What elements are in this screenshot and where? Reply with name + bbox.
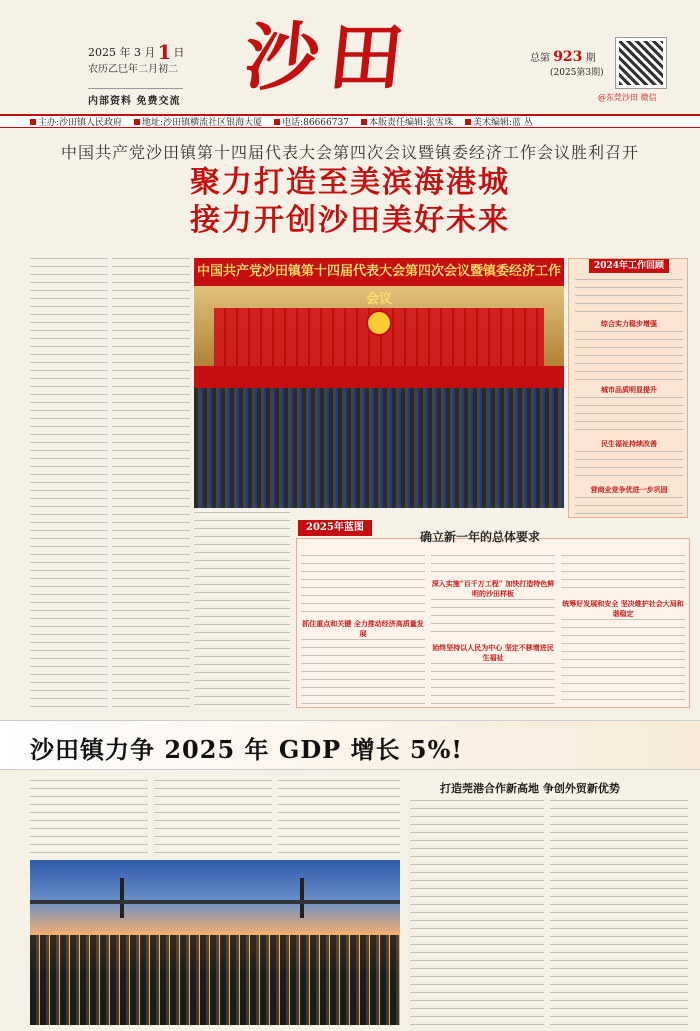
bridge-tower <box>120 878 124 918</box>
info-item <box>465 115 533 128</box>
article-column <box>575 497 683 515</box>
blueprint-box <box>296 538 690 708</box>
issue-suffix: 期 <box>585 53 596 64</box>
bridge-deck <box>30 900 400 904</box>
square-bullet-icon <box>361 119 367 125</box>
info-text: 地址:沙田镇横流社区银海大厦 <box>142 118 263 128</box>
square-bullet-icon <box>134 119 140 125</box>
article-column <box>561 555 685 595</box>
info-item <box>274 115 349 128</box>
date-block <box>88 40 185 78</box>
issue-number <box>530 50 604 80</box>
article-column <box>112 258 190 708</box>
info-text: 本版责任编辑:张雪珠 <box>368 118 453 128</box>
article-column <box>410 800 544 1025</box>
issue-label: 总第 <box>530 53 550 64</box>
blueprint-subhead: 抓住重点和关键 全力推动经济高质量发展 <box>302 619 424 638</box>
date-day: 1 <box>157 40 172 64</box>
article-column <box>575 279 683 315</box>
badges: 内部资料 免费交流 <box>88 96 181 107</box>
article-column <box>278 780 400 856</box>
article-column <box>301 639 425 705</box>
article-column <box>431 555 555 575</box>
qr-code-icon <box>616 38 666 88</box>
headline-line: 聚力打造至美滨海港城 <box>190 165 510 200</box>
blueprint-title: 确立新一年的总体要求 <box>420 530 541 544</box>
photo-crowd <box>194 388 564 508</box>
square-bullet-icon <box>274 119 280 125</box>
blueprint-ribbon: 2025年蓝图 <box>298 520 372 536</box>
issue-sub: (2025第3期) <box>550 68 604 78</box>
headline-line: 接力开创沙田美好未来 <box>190 203 510 238</box>
square-bullet-icon <box>465 119 471 125</box>
blueprint-subhead: 始终坚持以人民为中心 坚定不移增进民生福祉 <box>432 643 554 662</box>
info-item <box>30 115 122 128</box>
article-column <box>431 599 555 639</box>
info-text: 主办:沙田镇人民政府 <box>38 118 123 128</box>
lunar-date: 农历乙巳年二月初二 <box>88 64 178 75</box>
gdp-headline: 沙田镇力争 2025 年 GDP 增长 5%! <box>30 735 463 764</box>
article-column <box>301 555 425 615</box>
info-text: 美术编辑:蓝 丛 <box>472 118 533 128</box>
review-box <box>568 258 688 518</box>
review-subhead: 综合实力稳步增强 <box>601 319 657 328</box>
trade-headline: 打造莞港合作新高地 争创外贸新优势 <box>440 782 620 795</box>
bridge-photo <box>30 860 400 1025</box>
article-column <box>154 780 272 856</box>
article-column <box>561 619 685 705</box>
lead-headline <box>0 164 700 240</box>
photo-dais <box>194 366 564 388</box>
info-item <box>361 115 453 128</box>
article-column <box>575 397 683 437</box>
bridge-tower <box>300 878 304 918</box>
article-column <box>30 258 108 708</box>
article-column <box>30 780 148 856</box>
masthead <box>0 0 700 112</box>
review-tag: 2024年工作回顾 <box>589 259 669 273</box>
divider <box>88 88 183 89</box>
review-subhead: 城市品质明显提升 <box>601 385 657 394</box>
newspaper-logo: 沙田 <box>240 15 418 101</box>
issue-num: 923 <box>553 49 583 65</box>
city-skyline <box>30 935 400 1025</box>
article-column <box>575 451 683 481</box>
article-column <box>550 800 688 1025</box>
review-subhead: 民生福祉持续改善 <box>601 439 657 448</box>
info-text: 电话:86666737 <box>282 118 349 128</box>
date-prefix: 2025 年 3 月 <box>88 46 156 59</box>
wechat-label: @东莞沙田 微信 <box>598 93 657 102</box>
blueprint-subhead: 深入实施“百千万工程” 加快打造特色鲜明的沙田样板 <box>431 579 555 598</box>
square-bullet-icon <box>30 119 36 125</box>
article-column <box>575 331 683 383</box>
review-subhead: 营商业竞争优进一步巩固 <box>590 485 668 494</box>
info-item <box>134 115 262 128</box>
blueprint-subhead: 统筹好发展和安全 坚决维护社会大局和谐稳定 <box>562 599 684 618</box>
article-column <box>194 512 290 708</box>
date-day-suffix: 日 <box>173 46 185 59</box>
info-bar <box>0 114 700 128</box>
article-column <box>431 663 555 705</box>
meeting-photo <box>194 258 564 508</box>
photo-banner: 中国共产党沙田镇第十四届代表大会第四次会议暨镇委经济工作会议 <box>194 258 564 286</box>
lead-kicker: 中国共产党沙田镇第十四届代表大会第四次会议暨镇委经济工作会议胜利召开 <box>60 143 639 162</box>
